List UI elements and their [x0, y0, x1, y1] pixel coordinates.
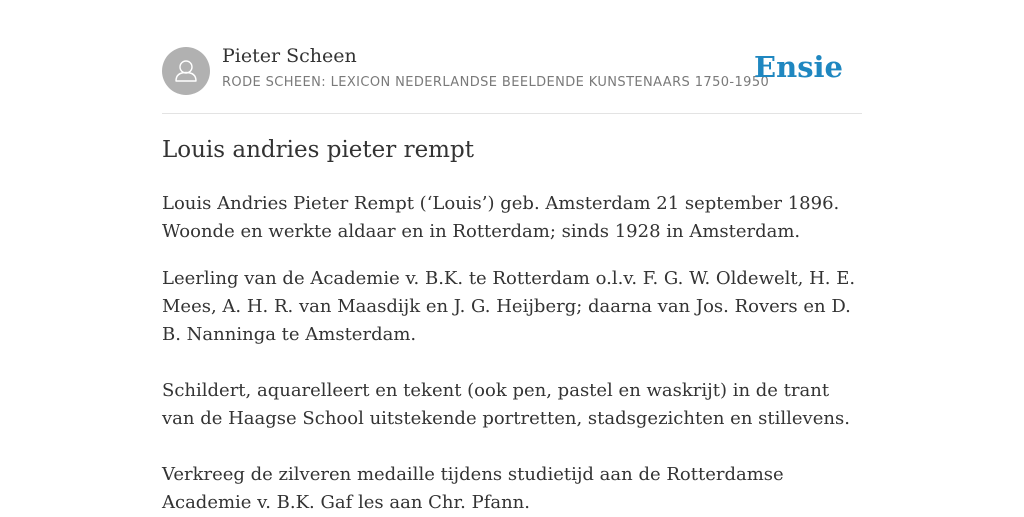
- page-title: Louis andries pieter rempt: [162, 137, 474, 163]
- paragraph: Schildert, aquarelleert en tekent (ook pen, pastel en waskrijt) in de trant van de Haagse School uitstekende portretten, stadsgezichten en stillevens.: [162, 380, 850, 429]
- user-avatar-icon: [162, 47, 210, 95]
- author-avatar[interactable]: [162, 47, 210, 95]
- paragraph: Verkreeg de zilveren medaille tijdens studietijd aan de Rotterdamse Academie v. B.K. Gaf les aan Chr. Pfann.: [162, 464, 784, 513]
- paragraph: Leerling van de Academie v. B.K. te Rotterdam o.l.v. F. G. W. Oldewelt, H. E. Mees, A. H. R. van Maasdijk en J. G. Heijberg; daarna van Jos. Rovers en D. B. Nanninga te Amsterdam.: [162, 268, 856, 345]
- ensie-logo[interactable]: Ensie: [754, 50, 843, 84]
- author-name[interactable]: Pieter Scheen: [222, 45, 357, 67]
- paragraph: Louis Andries Pieter Rempt (‘Louis’) geb. Amsterdam 21 september 1896. Woonde en werkte aldaar en in Rotterdam; sinds 1928 in Amsterdam.: [162, 193, 840, 242]
- source-title[interactable]: RODE SCHEEN: LEXICON NEDERLANDSE BEELDENDE KUNSTENAARS 1750-1950: [222, 75, 770, 90]
- article-container: [162, 0, 862, 513]
- article-header: [162, 0, 862, 114]
